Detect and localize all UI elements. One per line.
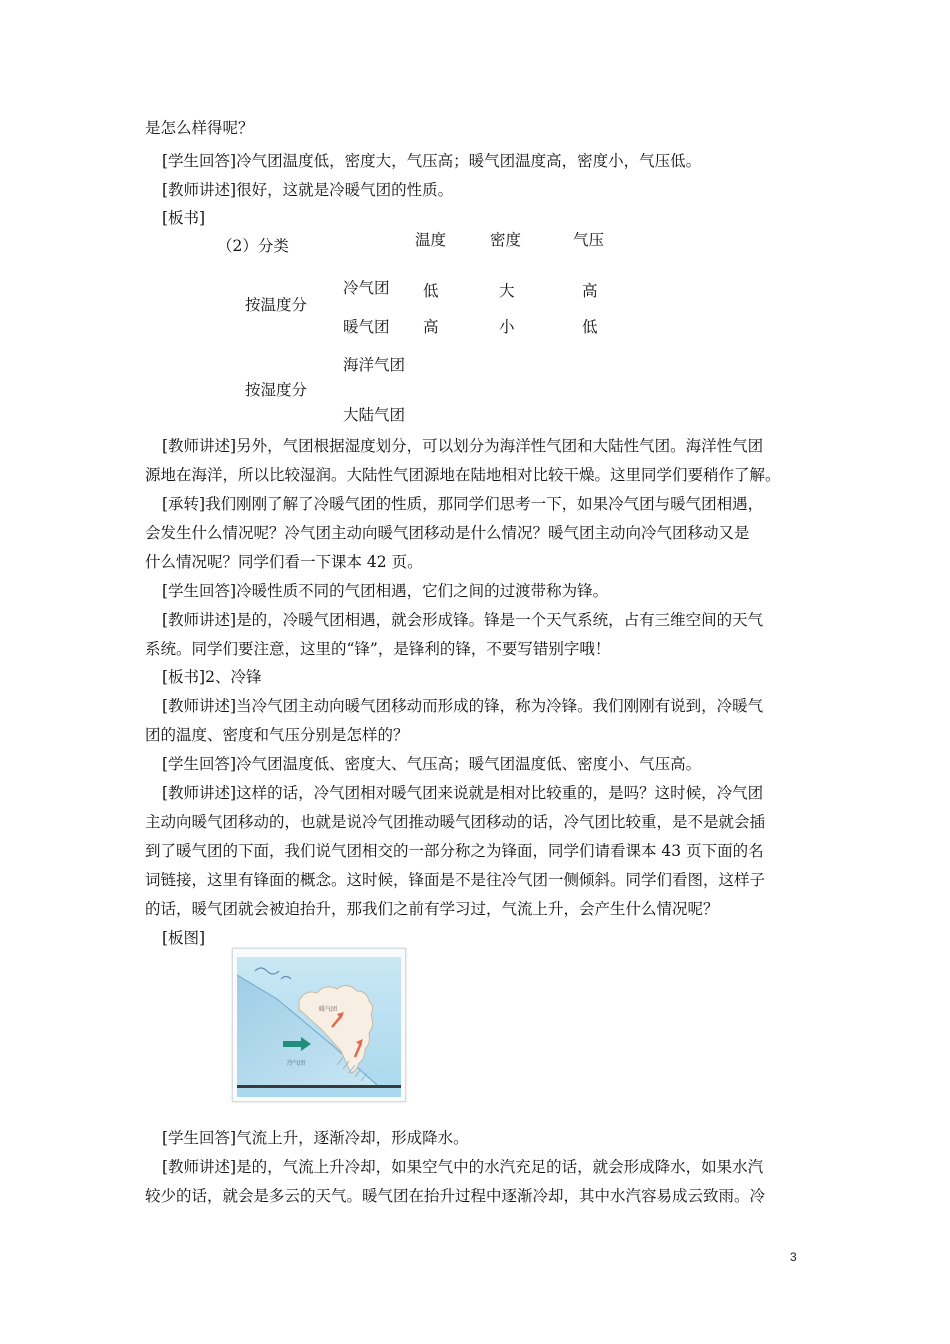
text-line: [学生回答]冷气团温度低，密度大，气压高；暖气团温度高，密度小，气压低。 bbox=[162, 152, 702, 170]
cold-air-label: 冷气团 bbox=[287, 1060, 306, 1067]
table-row-name: 暖气团 bbox=[343, 318, 390, 336]
text-line: [教师讲述]是的，冷暖气团相遇，就会形成锋。锋是一个天气系统，占有三维空间的天气 bbox=[162, 611, 764, 629]
text-line: 什么情况呢？同学们看一下课本 42 页。 bbox=[145, 553, 423, 571]
text-line: 主动向暖气团移动的，也就是说冷气团推动暖气团移动的话，冷气团比较重，是不是就会插 bbox=[145, 813, 766, 831]
text-line: 到了暖气团的下面，我们说气团相交的一部分称之为锋面，同学们请看课本 43 页下面的名 bbox=[145, 842, 764, 860]
table-cell-pressure: 低 bbox=[582, 318, 598, 336]
table-row-name: 冷气团 bbox=[343, 279, 390, 297]
text-line: 是怎么样得呢？ bbox=[145, 119, 254, 137]
text-line: [学生回答]气流上升，逐渐冷却，形成降水。 bbox=[162, 1129, 469, 1147]
warm-air-label: 暖气团 bbox=[319, 1006, 338, 1013]
text-line: 系统。同学们要注意，这里的“锋”，是锋利的锋，不要写错别字哦！ bbox=[145, 640, 611, 658]
text-line: [教师讲述]另外，气团根据湿度划分，可以划分为海洋性气团和大陆性气团。海洋性气团 bbox=[162, 437, 764, 455]
text-line: [学生回答]冷气团温度低、密度大、气压高；暖气团温度低、密度小、气压高。 bbox=[162, 755, 702, 773]
table-section-title: （2）分类 bbox=[217, 237, 289, 255]
text-line: [学生回答]冷暖性质不同的气团相遇，它们之间的过渡带称为锋。 bbox=[162, 582, 609, 600]
cold-front-figure bbox=[232, 948, 406, 1102]
cold-front-diagram bbox=[237, 957, 401, 1097]
text-line: [教师讲述]这样的话，冷气团相对暖气团来说就是相对比较重的，是吗？这时候，冷气团 bbox=[162, 784, 764, 802]
text-line: [板书]2、冷锋 bbox=[162, 668, 262, 686]
table-group-by-humidity: 按湿度分 bbox=[245, 381, 308, 399]
text-line: 源地在海洋，所以比较湿润。大陆性气团源地在陆地相对比较干燥。这里同学们要稍作了解。 bbox=[145, 466, 781, 484]
text-line: [承转]我们刚刚了解了冷暖气团的性质，那同学们思考一下，如果冷气团与暖气团相遇， bbox=[162, 495, 764, 513]
table-cell-density: 大 bbox=[499, 282, 515, 300]
text-line: [教师讲述]是的，气流上升冷却，如果空气中的水汽充足的话，就会形成降水，如果水汽 bbox=[162, 1158, 764, 1176]
cold-air-arrow bbox=[283, 1041, 301, 1047]
text-line: 较少的话，就会是多云的天气。暖气团在抬升过程中逐渐冷却，其中水汽容易成云致雨。冷 bbox=[145, 1187, 766, 1205]
text-line: [板书] bbox=[162, 209, 206, 227]
table-cell-pressure: 高 bbox=[582, 282, 598, 300]
table-cell-temp: 低 bbox=[423, 282, 439, 300]
text-line: 词链接，这里有锋面的概念。这时候，锋面是不是往冷气团一侧倾斜。同学们看图，这样子 bbox=[145, 871, 766, 889]
table-group-by-temperature: 按温度分 bbox=[245, 296, 308, 314]
table-row-name: 海洋气团 bbox=[343, 356, 406, 374]
text-line: 的话，暖气团就会被迫抬升，那我们之前有学习过，气流上升，会产生什么情况呢？ bbox=[145, 900, 719, 918]
table-row-name: 大陆气团 bbox=[343, 406, 406, 424]
table-header-density: 密度 bbox=[490, 231, 522, 249]
ground-line bbox=[237, 1085, 401, 1088]
table-cell-density: 小 bbox=[499, 318, 515, 336]
text-line: [教师讲述]很好，这就是冷暖气团的性质。 bbox=[162, 181, 454, 199]
text-line: 团的温度、密度和气压分别是怎样的？ bbox=[145, 726, 409, 744]
page-number: 3 bbox=[790, 1250, 797, 1264]
text-line: [板图] bbox=[162, 929, 206, 947]
table-header-temperature: 温度 bbox=[415, 231, 447, 249]
table-header-pressure: 气压 bbox=[573, 231, 605, 249]
text-line: 会发生什么情况呢？冷气团主动向暖气团移动是什么情况？暖气团主动向冷气团移动又是 bbox=[145, 524, 750, 542]
table-cell-temp: 高 bbox=[423, 318, 439, 336]
text-line: [教师讲述]当冷气团主动向暖气团移动而形成的锋，称为冷锋。我们刚刚有说到，冷暖气 bbox=[162, 697, 764, 715]
